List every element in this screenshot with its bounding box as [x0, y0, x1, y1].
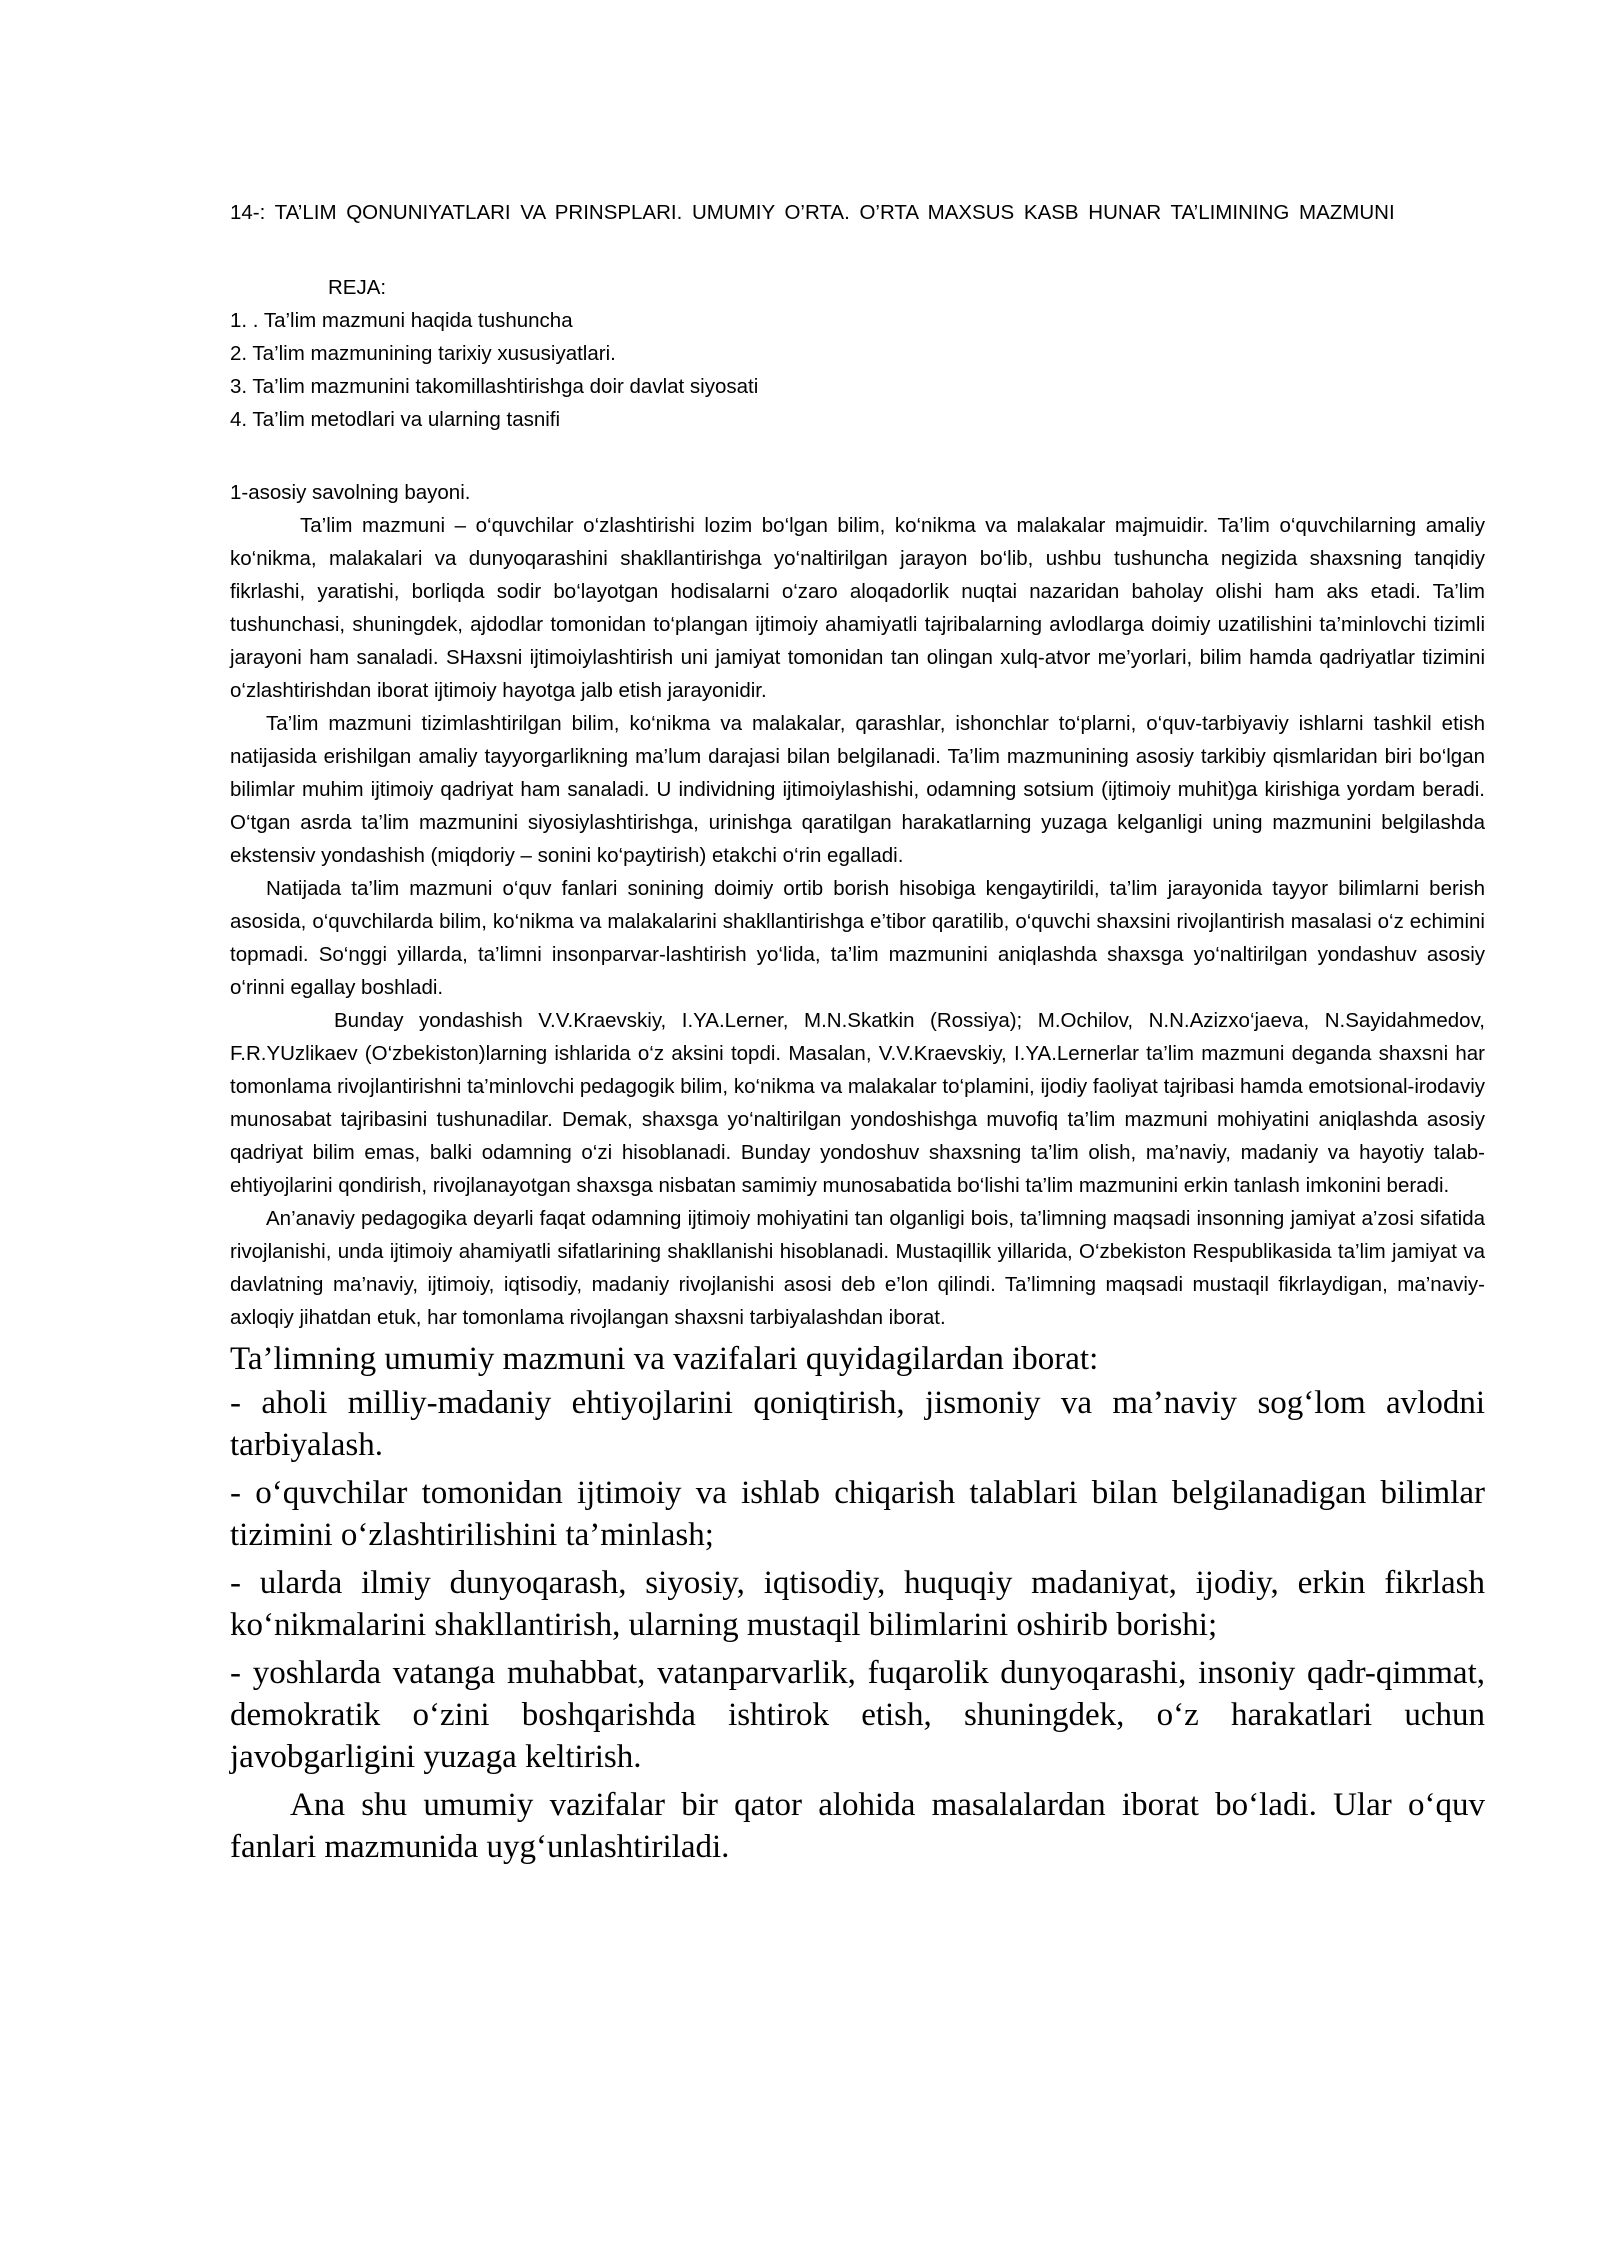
task-item: - o‘quvchilar tomonidan ijtimoiy va ishlab chiqarish talablari bilan belgilanadigan bilimlar tizimini o‘zlashtirilishini ta’minlash; — [230, 1475, 1485, 1553]
plan-item: 2. Ta’lim mazmunining tarixiy xususiyatlari. — [230, 342, 616, 365]
tasks-heading: Ta’limning umumiy mazmuni va vazifalari quyidagilardan iborat: — [230, 1341, 1099, 1377]
plan-item: 4. Ta’lim metodlari va ularning tasnifi — [230, 408, 561, 431]
section-label: 1-asosiy savolning bayoni. — [230, 481, 471, 504]
task-item: - aholi milliy-madaniy ehtiyojlarini qoniqtirish, jismoniy va ma’naviy sog‘lom avlodni tarbiyalash. — [230, 1385, 1485, 1463]
body-paragraph: Ta’lim mazmuni – o‘quvchilar o‘zlashtirishi lozim bo‘lgan bilim, ko‘nikma va malakalar majmuidir. Ta’lim o‘quvchilarning amaliy ko‘nikma, malakalari va dunyoqarashini shakllantirishga yo‘naltirilgan jarayon bo‘lib, ushbu tushuncha negizida shaxsning tanqidiy fikrlashi, yaratishi, borliqda sodir bo‘layotgan hodisalarni o‘zaro aloqadorlik nuqtai nazaridan baholay olishi ham aks etadi. Ta’lim tushunchasi, shuningdek, ajdodlar tomonidan to‘plangan ijtimoiy ahamiyatli tajribalarning avlodlarga doimiy uzatilishini ta’minlovchi tizimli jarayoni ham sanaladi. SHaxsni ijtimoiylashtirish uni jamiyat tomonidan tan olingan xulq-atvor me’yorlari, bilim hamda qadriyatlar tizimini o‘zlashtirishdan iborat ijtimoiy hayotga jalb etish jarayonidir. — [230, 514, 1485, 702]
task-item: - ularda ilmiy dunyoqarash, siyosiy, iqtisodiy, huquqiy madaniyat, ijodiy, erkin fikrlash ko‘nikmalarini shakllantirish, ularning mustaqil bilimlarini oshirib borishi; — [230, 1565, 1485, 1643]
body-paragraph: Ta’lim mazmuni tizimlashtirilgan bilim, ko‘nikma va malakalar, qarashlar, ishonchlar to‘plarni, o‘quv-tarbiyaviy ishlarni tashkil etish natijasida erishilgan amaliy tayyorgarlikning ma’lum darajasi bilan belgilanadi. Ta’lim mazmunining asosiy tarkibiy qismlaridan biri bo‘lgan bilimlar muhim ijtimoiy qadriyat ham sanaladi. U individning ijtimoiylashishi, odamning sotsium (ijtimoiy muhit)ga kirishiga yordam beradi. O‘tgan asrda ta’lim mazmunini siyosiylashtirishga, urinishga qaratilgan harakatlarning yuzaga kelganligi uning mazmunini belgilashda ekstensiv yondashish (miqdoriy – sonini ko‘paytirish) etakchi o‘rin egalladi. — [230, 712, 1485, 867]
body-paragraph: Natijada ta’lim mazmuni o‘quv fanlari sonining doimiy ortib borish hisobiga kengaytirildi, ta’lim jarayonida tayyor bilimlarni berish asosida, o‘quvchilarda bilim, ko‘nikma va malakalarini shakllantirishga e’tibor qaratilib, o‘quvchi shaxsini rivojlantirish masalasi o‘z echimini topmadi. So‘nggi yillarda, ta’limni insonparvar-lashtirish yo‘lida, ta’lim mazmunini aniqlashda shaxsga yo‘naltirilgan yondashuv asosiy o‘rinni egallay boshladi. — [230, 877, 1485, 999]
tasks-section — [230, 1338, 1485, 1868]
plan-heading: REJA: — [328, 276, 387, 299]
body-paragraph: An’anaviy pedagogika deyarli faqat odamning ijtimoiy mohiyatini tan olganligi bois, ta’limning maqsadi insonning jamiyat a’zosi sifatida rivojlanishi, unda ijtimoiy ahamiyatli sifatlarining shakllanishi hisoblanadi. Mustaqillik yillarida, O‘zbekiston Respublikasida ta’lim jamiyat va davlatning ma’naviy, ijtimoiy, iqtisodiy, madaniy rivojlanishi asosi deb e’lon qilindi. Ta’limning maqsadi mustaqil fikrlaydigan, ma’naviy-axloqiy jihatdan etuk, har tomonlama rivojlangan shaxsni tarbiyalashdan iborat. — [230, 1207, 1485, 1329]
task-item: - yoshlarda vatanga muhabbat, vatanparvarlik, fuqarolik dunyoqarashi, insoniy qadr-qimmat, demokratik o‘zini boshqarishda ishtirok etish, shuningdek, o‘z harakatlari uchun javobgarligini yuzaga keltirish. — [230, 1655, 1485, 1775]
plan-item: 3. Ta’lim mazmunini takomillashtirishga doir davlat siyosati — [230, 375, 759, 398]
body-paragraph: Bunday yondashish V.V.Kraevskiy, I.YA.Lerner, M.N.Skatkin (Rossiya); M.Ochilov, N.N.Azizxo‘jaeva, N.Sayidahmedov, F.R.YUzlikaev (O‘zbekiston)larning ishlarida o‘z aksini topdi. Masalan, V.V.Kraevskiy, I.YA.Lernerlar ta’lim mazmuni deganda shaxsni har tomonlama rivojlantirishni ta’minlovchi pedagogik bilim, ko‘nikma va malakalar to‘plamini, ijodiy faoliyat tajribasi hamda emotsional-irodaviy munosabat tajribasini tushunadilar. Demak, shaxsga yo‘naltirilgan yondoshishga muvofiq ta’lim mazmuni mohiyatini aniqlashda asosiy qadriyat bilim emas, balki odamning o‘zi hisoblanadi. Bunday yondoshuv shaxsning ta’lim olish, ma’naviy, madaniy va hayotiy talab-ehtiyojlarini qondirish, rivojlanayotgan shaxsga nisbatan samimiy munosabatida bo‘lishi ta’lim mazmunini erkin tanlash imkonini beradi. — [230, 1009, 1485, 1197]
document-page — [230, 196, 1485, 1874]
closing-paragraph: Ana shu umumiy vazifalar bir qator alohida masalalardan iborat bo‘ladi. Ular o‘quv fanlari mazmunida uyg‘unlashtiriladi. — [230, 1787, 1485, 1865]
plan-list — [230, 304, 1485, 436]
plan-item: 1. . Ta’lim mazmuni haqida tushuncha — [230, 309, 573, 332]
document-title: 14-: TA’LIM QONUNIYATLARI VA PRINSPLARI. UMUMIY O’RTA. O’RTA MAXSUS KASB HUNAR TA’LIMINING MAZMUNI — [230, 201, 1395, 224]
